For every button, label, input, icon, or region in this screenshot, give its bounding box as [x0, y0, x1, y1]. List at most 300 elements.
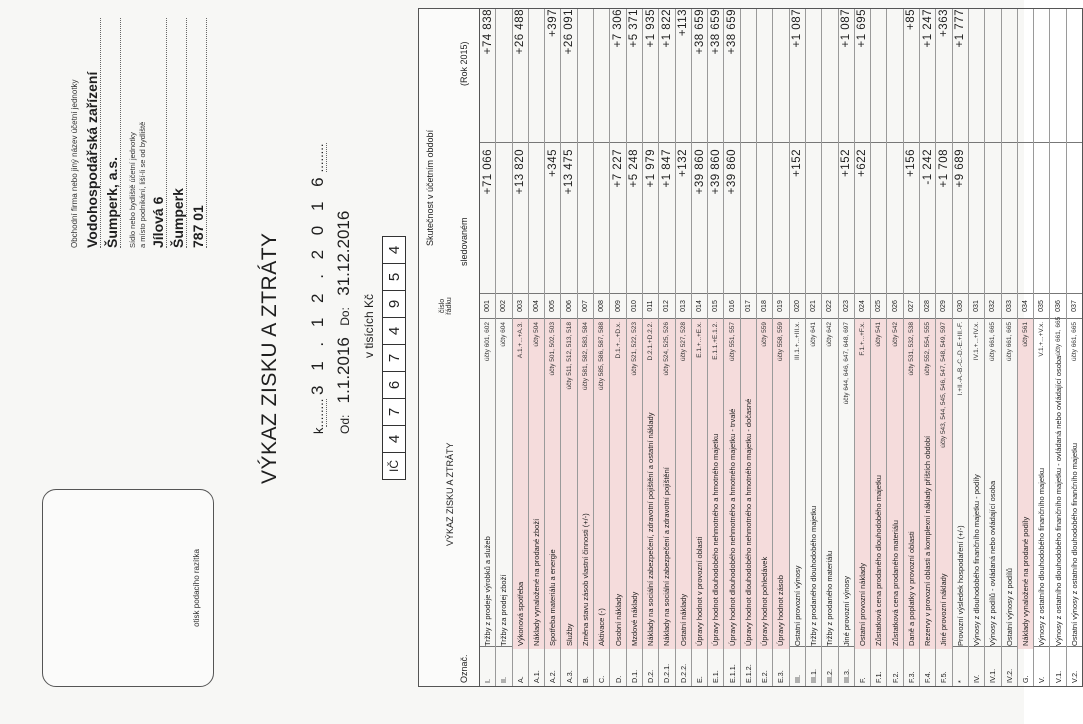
row-previous-value	[496, 3, 511, 148]
row-current-value: +152	[790, 142, 805, 293]
row-code: E.2.	[757, 646, 772, 686]
row-label: Úpravy hodnot pohledávek	[760, 556, 770, 646]
row-label-cell	[822, 318, 837, 649]
row-label-box	[806, 319, 821, 649]
row-previous-value	[741, 3, 756, 148]
row-current-value	[1067, 142, 1082, 293]
row-label-box	[513, 319, 528, 649]
table-row	[691, 9, 707, 686]
row-current-value	[806, 142, 821, 293]
row-label-cell	[773, 318, 788, 649]
row-label-box	[839, 319, 854, 649]
row-number: 014	[692, 293, 707, 318]
row-label-box	[757, 319, 772, 649]
row-code: A.1.	[529, 646, 544, 686]
row-code: A.3.	[561, 646, 576, 686]
row-label-box	[936, 319, 951, 649]
row-previous-value: +1 247	[921, 9, 934, 48]
row-accounts: D.2.1.+D.2.2.	[647, 322, 655, 361]
row-label-box	[1067, 319, 1082, 649]
row-accounts: účty 641	[810, 322, 818, 347]
row-code: *	[953, 646, 968, 686]
row-current-value: +13 475	[561, 142, 576, 293]
row-current-value: +71 066	[480, 142, 495, 293]
row-code: E.1.	[708, 646, 723, 686]
row-current-value: +345	[545, 142, 560, 293]
ico-digit: 4	[382, 425, 406, 452]
row-accounts: I.+II.-A.-B.-C.-D.-E.+III.-F.	[956, 322, 964, 396]
row-previous-value	[806, 3, 821, 148]
row-label: Jiné provozní výnosy	[841, 575, 851, 646]
table-row	[707, 9, 723, 686]
row-label: Náklady vynaložené na prodané podíly	[1020, 516, 1030, 646]
row-current-value	[1034, 142, 1049, 293]
row-label-box	[855, 319, 870, 649]
row-label-cell	[985, 318, 1000, 649]
row-number: 029	[936, 293, 951, 318]
row-label: Spotřeba materiálu a energie	[548, 549, 558, 646]
row-previous-value	[773, 3, 788, 148]
row-previous-value: +1 087	[791, 9, 804, 48]
row-code: B.	[578, 646, 593, 686]
ico-digit: 7	[382, 398, 406, 425]
ico-digit: 6	[382, 371, 406, 398]
row-label: Náklady na sociální zabezpečení, zdravotní pojištění a ostatní náklady	[646, 412, 656, 646]
row-current-value	[578, 142, 593, 293]
row-label-box	[561, 319, 576, 649]
header-code: Označ.	[459, 654, 469, 683]
ico-digit: 7	[382, 344, 406, 371]
row-label: Aktivace (-)	[597, 608, 607, 646]
row-accounts: účty 551, 557	[728, 322, 736, 362]
row-label-box	[822, 319, 837, 649]
row-label: Výkonová spotřeba	[515, 581, 525, 646]
row-previous-value	[1067, 3, 1082, 148]
row-previous-value: +85	[905, 9, 918, 31]
row-code: E.1.1.	[724, 646, 739, 686]
entity-zip: 787 01	[190, 18, 207, 248]
row-accounts: účty 604	[500, 322, 508, 347]
row-code: IV.	[969, 646, 984, 686]
row-previous-value	[1050, 3, 1065, 148]
row-label: Úpravy hodnot v provozní oblasti	[695, 536, 704, 646]
table-body	[480, 9, 1082, 686]
row-current-value	[496, 142, 511, 293]
row-label-cell	[953, 318, 968, 649]
row-label-cell	[627, 318, 642, 649]
to-date: 31.12.2016	[334, 210, 353, 296]
row-label: Osobní náklady	[613, 593, 623, 646]
table-row	[740, 9, 756, 686]
row-label-box	[708, 319, 723, 649]
row-number: 008	[594, 293, 609, 318]
table-row	[658, 9, 674, 686]
row-previous-value	[969, 3, 984, 148]
table-row	[903, 9, 919, 686]
row-accounts: IV.1.+...+IV.x.	[973, 322, 981, 361]
row-label-box	[887, 319, 902, 649]
row-number: 034	[1018, 293, 1033, 318]
row-label-box	[1034, 319, 1049, 649]
header-row-number: číslo řádku	[439, 297, 453, 315]
row-label: Jiné provozní náklady	[939, 573, 949, 646]
entity-seat-hint2: a místo podnikání, liší-li se od bydliště	[138, 121, 147, 248]
row-current-value	[757, 142, 772, 293]
row-current-value	[741, 142, 756, 293]
row-number: 001	[480, 293, 495, 318]
row-accounts: E.1.1.+E.1.2.	[712, 322, 720, 360]
table-row	[854, 9, 870, 686]
row-previous-value: +26 091	[563, 9, 576, 55]
from-date: 1.1.2016	[334, 337, 353, 404]
row-previous-value	[1018, 3, 1033, 148]
row-number: 031	[969, 293, 984, 318]
table-row	[838, 9, 854, 686]
row-label-cell	[741, 318, 756, 649]
row-number: 025	[871, 293, 886, 318]
row-previous-value: +397	[546, 9, 559, 37]
row-label-box	[773, 319, 788, 649]
row-number: 016	[724, 293, 739, 318]
row-code: C.	[594, 646, 609, 686]
table-row	[952, 9, 968, 686]
row-label-cell	[871, 318, 886, 649]
row-number: 036	[1050, 293, 1065, 318]
entity-name-hint: Obchodní firma nebo jiný název účetní jednotky	[70, 79, 79, 248]
row-code: III.3.	[839, 646, 854, 686]
row-label: Změna stavu zásob vlastní činnosti (+/-)	[580, 513, 590, 646]
row-label-cell	[724, 318, 739, 649]
row-code: E.1.2.	[741, 646, 756, 686]
table-row	[528, 9, 544, 686]
row-code: IV.1.	[985, 646, 1000, 686]
from-label: Od:	[338, 414, 352, 434]
row-label-cell	[513, 318, 528, 649]
period-dates	[334, 203, 354, 434]
row-label-cell	[1034, 318, 1049, 649]
row-label: Úpravy hodnot dlouhodobého nehmotného a hmotného majetku - trvalé	[727, 408, 737, 646]
row-number: 011	[643, 293, 658, 318]
row-accounts: účty 642	[826, 322, 834, 347]
row-number: 019	[773, 293, 788, 318]
ico-digit: 4	[382, 317, 406, 344]
row-label-cell	[676, 318, 691, 649]
table-row	[1049, 9, 1065, 686]
row-current-value: +39 860	[724, 142, 739, 293]
row-code: F.	[855, 646, 870, 686]
row-label: Ostatní provozní náklady	[857, 563, 867, 646]
entity-street: Jílová 6	[150, 18, 167, 248]
row-current-value	[887, 142, 902, 293]
row-accounts: účty 661, 665	[1054, 316, 1062, 356]
row-current-value: +152	[839, 142, 854, 293]
row-label: Ostatní provozní výnosy	[792, 565, 802, 646]
row-label-box	[904, 319, 919, 649]
row-label-cell	[659, 318, 674, 649]
row-previous-value: +74 838	[481, 9, 494, 55]
row-previous-value	[1034, 3, 1049, 148]
ico-digit: 5	[382, 263, 406, 290]
row-label-cell	[545, 318, 560, 649]
table-row	[560, 9, 576, 686]
row-number: 015	[708, 293, 723, 318]
form-title: VÝKAZ ZISKU A ZTRÁTY	[258, 232, 281, 484]
row-label-cell	[839, 318, 854, 649]
stamp-box	[42, 489, 214, 687]
row-label-box	[1050, 316, 1065, 649]
table-row	[984, 9, 1000, 686]
row-label-box	[692, 319, 707, 649]
row-label: Tržby z prodaného dlouhodobého majetku	[809, 505, 819, 646]
row-current-value	[871, 142, 886, 293]
row-previous-value	[871, 3, 886, 148]
header-period: Skutečnost v účetním období	[425, 129, 435, 246]
row-code: F.1.	[871, 646, 886, 686]
row-code: III.2.	[822, 646, 837, 686]
row-code: V.	[1034, 646, 1049, 686]
row-label: Ostatní výnosy z ostatního dlouhodobého finančního majetku	[1069, 442, 1079, 646]
row-code: D.2.1.	[659, 646, 674, 686]
row-accounts: účty 501, 502, 503	[549, 322, 557, 376]
ico-digit: 9	[382, 290, 406, 317]
row-accounts: účty 511, 512, 513, 518	[565, 322, 573, 390]
row-number: 028	[920, 293, 935, 318]
row-label-box	[1018, 319, 1033, 649]
row-current-value	[594, 142, 609, 293]
row-label-box	[545, 319, 560, 649]
row-previous-value: +5 371	[628, 9, 641, 48]
row-previous-value: +7 306	[612, 9, 625, 48]
row-number: 024	[855, 293, 870, 318]
row-label: Náklady vynaložené na prodané zboží	[532, 518, 542, 646]
table-row	[756, 9, 772, 686]
row-label-box	[969, 319, 984, 649]
row-code: II.	[496, 646, 511, 686]
row-current-value	[529, 142, 544, 293]
row-previous-value: +1 087	[840, 9, 853, 48]
row-accounts: účty 581, 582, 583, 584	[581, 322, 589, 390]
row-accounts: D.1.+...+D.x.	[614, 322, 622, 359]
row-code: V.2.	[1067, 646, 1082, 686]
row-label-cell	[1018, 318, 1033, 649]
row-accounts: účty 543, 544, 545, 546, 547, 548, 549, 597	[940, 322, 948, 448]
table-row	[919, 9, 935, 686]
row-label-box	[741, 319, 756, 649]
entity-city: Šumperk	[170, 18, 187, 248]
row-previous-value: +38 659	[693, 9, 706, 55]
ico-tag: IČ	[382, 452, 406, 480]
row-accounts: V.1.+...+V.x.	[1038, 322, 1046, 357]
row-label-cell	[757, 318, 772, 649]
row-number: 020	[790, 293, 805, 318]
row-label: Tržby za prodej zboží	[499, 574, 509, 646]
row-previous-value: +38 659	[709, 9, 722, 55]
row-code: D.2.	[643, 646, 658, 686]
period-line: k........ 3 1 . 1 2 . 2 0 1 6........	[308, 143, 327, 434]
row-current-value	[969, 142, 984, 293]
table-row	[1033, 9, 1049, 686]
row-accounts: účty 601, 602	[484, 322, 492, 362]
row-label-cell	[969, 318, 984, 649]
table-row	[609, 9, 625, 686]
row-previous-value: +1 935	[644, 9, 657, 48]
row-accounts: účty 504	[533, 322, 541, 347]
row-label-cell	[855, 318, 870, 649]
row-label: Úpravy hodnot dlouhodobého nehmotného a hmotného majetku	[711, 433, 721, 646]
row-label-box	[985, 319, 1000, 649]
row-label: Ostatní výnosy z podílů	[1004, 568, 1014, 646]
row-code: A.2.	[545, 646, 560, 686]
row-label: Provozní výsledek hospodaření (+/-)	[955, 525, 965, 646]
row-current-value: +1 708	[936, 142, 951, 293]
table-row	[480, 9, 495, 686]
row-number: 037	[1067, 293, 1082, 318]
row-previous-value	[757, 3, 772, 148]
row-label-box	[496, 319, 511, 649]
row-label-cell	[610, 318, 625, 649]
row-label-box	[529, 319, 544, 649]
row-previous-value: +1 777	[954, 9, 967, 48]
row-label-box	[676, 319, 691, 649]
table-row	[805, 9, 821, 686]
table-header	[419, 9, 480, 686]
row-accounts: E.1.+...+E.x.	[696, 322, 703, 358]
row-previous-value	[529, 3, 544, 148]
row-label-cell	[887, 318, 902, 649]
row-current-value	[1002, 142, 1017, 293]
row-current-value: -1 242	[920, 142, 935, 293]
row-label-cell	[1050, 318, 1065, 649]
row-label: Tržby z prodeje výrobků a služeb	[483, 536, 493, 646]
row-label-cell	[496, 318, 511, 649]
row-accounts: účty 661, 665	[989, 322, 997, 362]
row-previous-value: +1 695	[856, 9, 869, 48]
row-label-box	[480, 319, 495, 649]
row-number: 003	[513, 293, 528, 318]
row-number: 026	[887, 293, 902, 318]
row-accounts: účty 527, 528	[679, 322, 687, 362]
table-row	[512, 9, 528, 686]
row-accounts: účty 541	[875, 322, 883, 347]
row-label-cell	[692, 318, 707, 649]
row-code: III.1.	[806, 646, 821, 686]
row-label: Úpravy hodnot dlouhodobého nehmotného a hmotného majetku - dočasné	[743, 398, 753, 646]
table-row	[772, 9, 788, 686]
row-code: A.	[513, 646, 528, 686]
row-label-box	[627, 319, 642, 649]
row-previous-value: +363	[937, 9, 950, 37]
row-previous-value: +1 822	[660, 9, 673, 48]
table-row	[968, 9, 984, 686]
row-label-cell	[920, 318, 935, 649]
table-row	[544, 9, 560, 686]
row-number: 027	[904, 293, 919, 318]
row-label: Výnosy z podílů - ovládaná nebo ovládající osoba	[988, 480, 998, 646]
row-previous-value	[822, 3, 837, 148]
header-text: VÝKAZ ZISKU A ZTRÁTY	[445, 442, 455, 546]
income-statement-table	[418, 8, 1083, 687]
row-code: F.5.	[936, 646, 951, 686]
row-previous-value	[1002, 3, 1017, 148]
row-accounts: A.1.+...+A.3.	[516, 322, 524, 359]
row-current-value: +1 979	[643, 142, 658, 293]
row-label-cell	[561, 318, 576, 649]
row-number: 004	[529, 293, 544, 318]
row-label-box	[594, 319, 609, 649]
row-code: I.	[480, 646, 495, 686]
table-row	[1066, 9, 1082, 686]
row-number: 018	[757, 293, 772, 318]
row-accounts: účty 531, 532, 538	[907, 322, 915, 376]
row-label: Zůstatková cena prodaného materiálu	[890, 520, 900, 646]
to-label: Do:	[338, 307, 352, 326]
row-label-cell	[1002, 318, 1017, 649]
row-previous-value: +38 659	[726, 9, 739, 55]
row-number: 012	[659, 293, 674, 318]
row-label: Daně a poplatky v provozní oblasti	[906, 531, 916, 646]
row-current-value: +132	[676, 142, 691, 293]
row-label: Výnosy z ostatního dlouhodobého finančního majetku - ovládaná nebo ovládající osoba	[1053, 355, 1063, 646]
row-label-box	[643, 319, 658, 649]
row-accounts: účty 559	[761, 322, 769, 347]
entity-name-line2: Šumperk, a.s.	[104, 18, 121, 248]
table-row	[723, 9, 739, 686]
row-label-cell	[578, 318, 593, 649]
table-row	[495, 9, 511, 686]
table-row	[935, 9, 951, 686]
row-number: 033	[1002, 293, 1017, 318]
header-previous: (Rok 2015)	[459, 41, 469, 86]
row-code: V.1.	[1050, 646, 1065, 686]
row-accounts: účty 558, 559	[777, 322, 785, 362]
row-label: Rezervy v provozní oblasti a komplexní náklady příštích období	[923, 435, 933, 646]
row-label-cell	[708, 318, 723, 649]
row-label: Mzdové náklady	[629, 591, 639, 646]
row-previous-value	[985, 3, 1000, 148]
row-current-value: +156	[904, 142, 919, 293]
row-accounts: účty 521, 522, 523	[630, 322, 638, 376]
table-row	[870, 9, 886, 686]
ico-digit: 4	[382, 236, 406, 263]
row-current-value: +9 689	[953, 142, 968, 293]
row-label-box	[871, 319, 886, 649]
row-number: 035	[1034, 293, 1049, 318]
row-current-value	[773, 142, 788, 293]
row-label-box	[920, 319, 935, 649]
row-code: G.	[1018, 646, 1033, 686]
row-current-value	[1018, 142, 1033, 293]
entity-name-line1: Vodohospodářská zařízení	[84, 18, 101, 248]
row-label-cell	[904, 318, 919, 649]
header-current: sledovaném	[459, 217, 469, 266]
row-label-cell	[790, 318, 805, 649]
row-code: D.1.	[627, 646, 642, 686]
row-label-box	[724, 319, 739, 649]
row-code: E.3.	[773, 646, 788, 686]
row-current-value	[985, 142, 1000, 293]
row-label: Náklady na sociální zabezpečení a zdravotní pojištění	[662, 467, 672, 646]
row-number: 005	[545, 293, 560, 318]
row-code: E.	[692, 646, 707, 686]
row-accounts: účty 561	[1021, 322, 1029, 347]
row-label: Úpravy hodnot zásob	[776, 575, 786, 646]
row-current-value: +622	[855, 142, 870, 293]
row-number: 030	[953, 293, 968, 318]
row-code: F.4.	[920, 646, 935, 686]
row-label-cell	[529, 318, 544, 649]
row-accounts: účty 542	[891, 322, 899, 347]
entity-seat-hint: Sídlo nebo bydliště účetní jednotky	[128, 132, 137, 248]
